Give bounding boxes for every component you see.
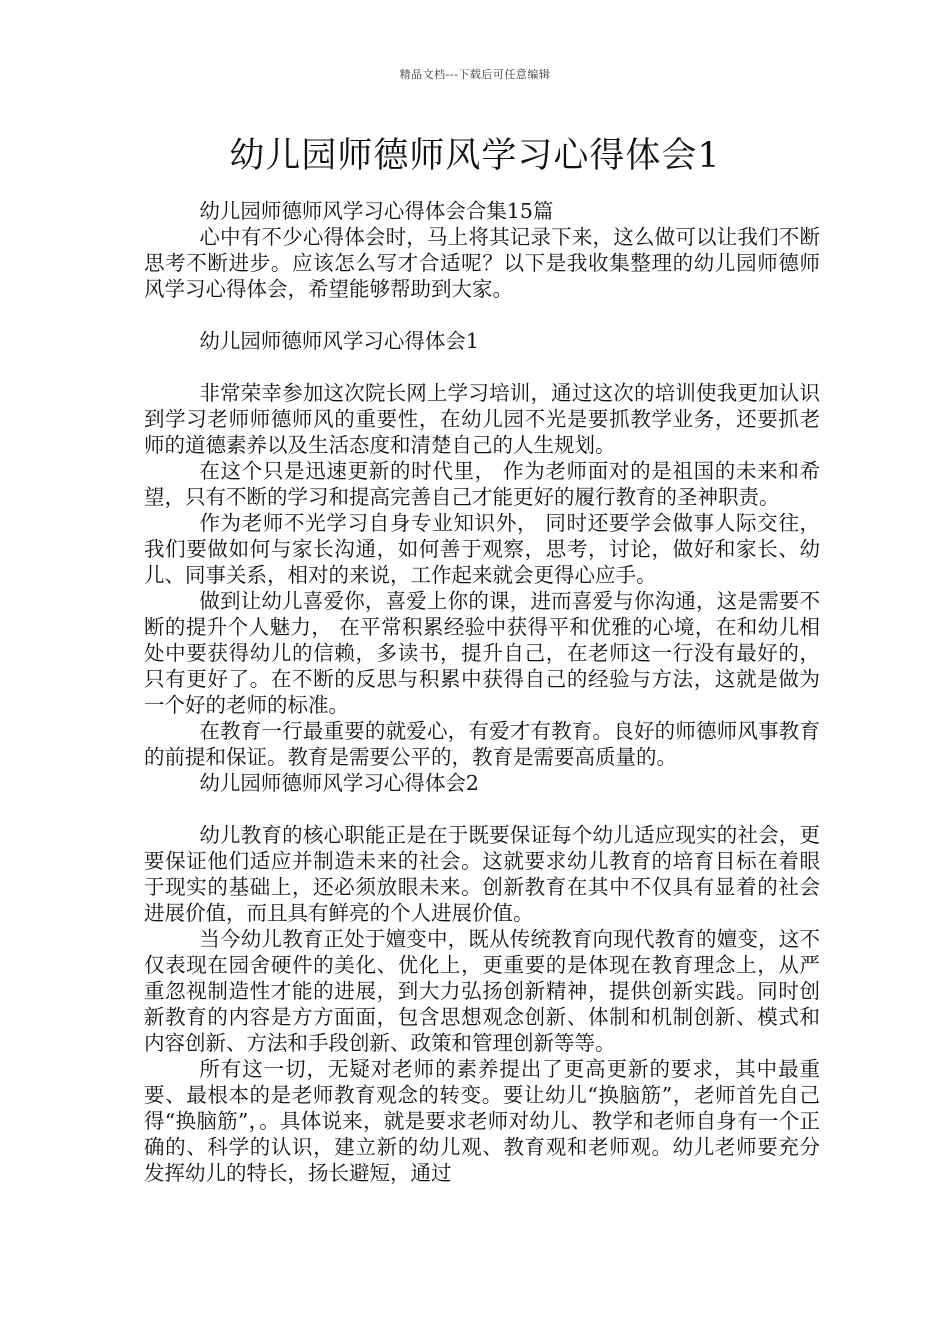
section-paragraph: 非常荣幸参加这次院长网上学习培训，通过这次的培训使我更加认识到学习老师师德师风的重要性，在幼儿园不光是要抓教学业务，还要抓老师的道德素养以及生活态度和清楚自己的人生规划。 [144, 381, 820, 457]
document-body [144, 198, 820, 1186]
section-paragraph: 所有这一切，无疑对老师的素养提出了更高更新的要求，其中最重要、最根本的是老师教育观念的转变。要让幼儿“换脑筋”，老师首先自己得“换脑筋”，。具体说来，就是要求老师对幼儿、教学和老师自身有一个正确的、科学的认识，建立新的幼儿观、教育观和老师观。幼儿老师要充分发挥幼儿的特长，扬长避短，通过 [144, 1057, 820, 1185]
section-paragraph: 作为老师不光学习自身专业知识外， 同时还要学会做事人际交往，我们要做如何与家长沟通，如何善于观察，思考，讨论，做好和家长、幼儿、同事关系，相对的来说，工作起来就会更得心应手。 [144, 511, 820, 587]
section-paragraph: 在这个只是迅速更新的时代里， 作为老师面对的是祖国的未来和希望，只有不断的学习和提高完善自己才能更好的履行教育的圣神职责。 [144, 459, 820, 509]
section-heading: 幼儿园师德师风学习心得体会1 [199, 329, 479, 353]
section-paragraph: 当今幼儿教育正处于嬗变中，既从传统教育向现代教育的嬗变，这不仅表现在园舍硬件的美化、优化上，更重要的是体现在教育理念上，从严重忽视制造性才能的进展，到大力弘扬创新精神，提供创新实践。同时创新教育的内容是方方面面，包含思想观念创新、体制和机制创新、模式和内容创新、方法和手段创新、政策和管理创新等等。 [144, 927, 820, 1055]
section-heading: 幼儿园师德师风学习心得体会2 [199, 771, 479, 795]
document-header-note: 精品文档---下载后可任意编辑 [399, 68, 551, 81]
intro-paragraph: 心中有不少心得体会时，马上将其记录下来，这么做可以让我们不断思考不断进步。应该怎么写才合适呢？以下是我收集整理的幼儿园师德师风学习心得体会，希望能够帮助到大家。 [144, 225, 820, 301]
document-title: 幼儿园师德师风学习心得体会1 [229, 136, 721, 176]
section-paragraph: 在教育一行最重要的就爱心，有爱才有教育。良好的师德师风事教育的前提和保证。教育是需要公平的，教育是需要高质量的。 [144, 719, 820, 769]
section-paragraph: 幼儿教育的核心职能正是在于既要保证每个幼儿适应现实的社会，更要保证他们适应并制造未来的社会。这就要求幼儿教育的培育目标在着眼于现实的基础上，还必须放眼未来。创新教育在其中不仅具有显着的社会进展价值，而且具有鲜亮的个人进展价值。 [144, 823, 820, 925]
collection-title: 幼儿园师德师风学习心得体会合集15篇 [199, 199, 554, 223]
section-paragraph: 做到让幼儿喜爱你，喜爱上你的课，进而喜爱与你沟通，这是需要不断的提升个人魅力， 在平常积累经验中获得平和优雅的心境，在和幼儿相处中要获得幼儿的信赖，多读书，提升自己，在老师这一行没有最好的，只有更好了。在不断的反思与积累中获得自己的经验与方法，这就是做为一个好的老师的标准。 [144, 589, 820, 717]
